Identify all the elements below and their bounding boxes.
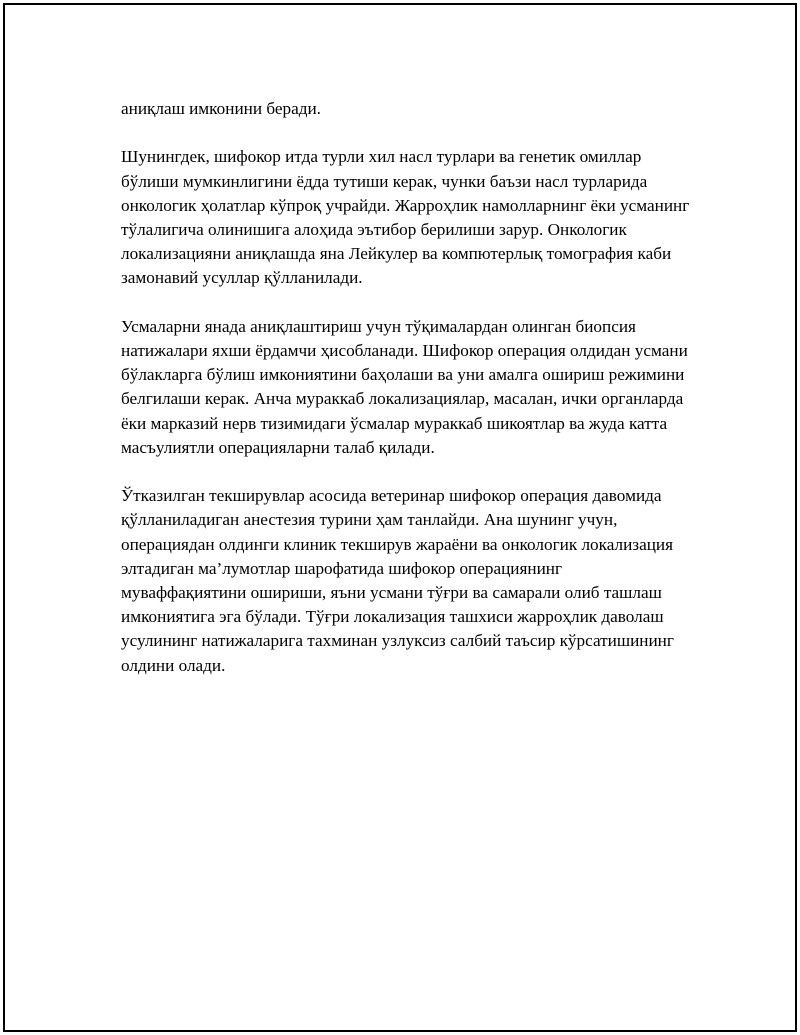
document-page — [3, 3, 797, 1032]
paragraph-2: Шунингдек, шифокор итда турли хил насл турлари ва генетик омиллар бўлиши мумкинлигини ёдда тутиши керак, чунки баъзи насл турларида онкологик ҳолатлар кўпроқ учрайди. Жарроҳлик намолларнинг ёки усманинг тўлалигича олинишига алоҳида эътибор берилиши зарур. Онкологик локализацияни аниқлашда яна Лейкулер ва компютерлық томография каби замонавий усуллар қўлланилади. — [121, 147, 690, 288]
paragraph-3: Усмаларни янада аниқлаштириш учун тўқималардан олинган биопсия натижалари яхши ёрдамчи ҳисобланади. Шифокор операция олдидан усмани бўлакларга бўлиш имкониятини баҳолаши ва уни амалга ошириш режимини белгилаши керак. Анча мураккаб локализациялар, масалан, ички органларда ёки марказий нерв тизимидаги ўсмалар мураккаб шикоятлар ва жуда катта масъулиятли операцияларни талаб қилади. — [121, 316, 688, 457]
paragraph-1: аниқлаш имконини беради. — [121, 99, 321, 118]
paragraph-4: Ўтказилган текширувлар асосида ветеринар шифокор операция давомида қўлланиладиган анестезия турини ҳам танлайди. Ана шунинг учун, операциядан олдинги клиник текширув жараёни ва онкологик локализация элтадиган ма’лумотлар шарофатида шифокор операциянинг муваффақиятини ошириши, яъни усмани тўғри ва самарали олиб ташлаш имкониятига эга бўлади. Тўғри локализация ташхиси жарроҳлик даволаш усулининг натижаларига тахминан узлуксиз салбий таъсир кўрсатишининг олдини олади. — [121, 486, 674, 675]
document-body — [121, 97, 691, 702]
